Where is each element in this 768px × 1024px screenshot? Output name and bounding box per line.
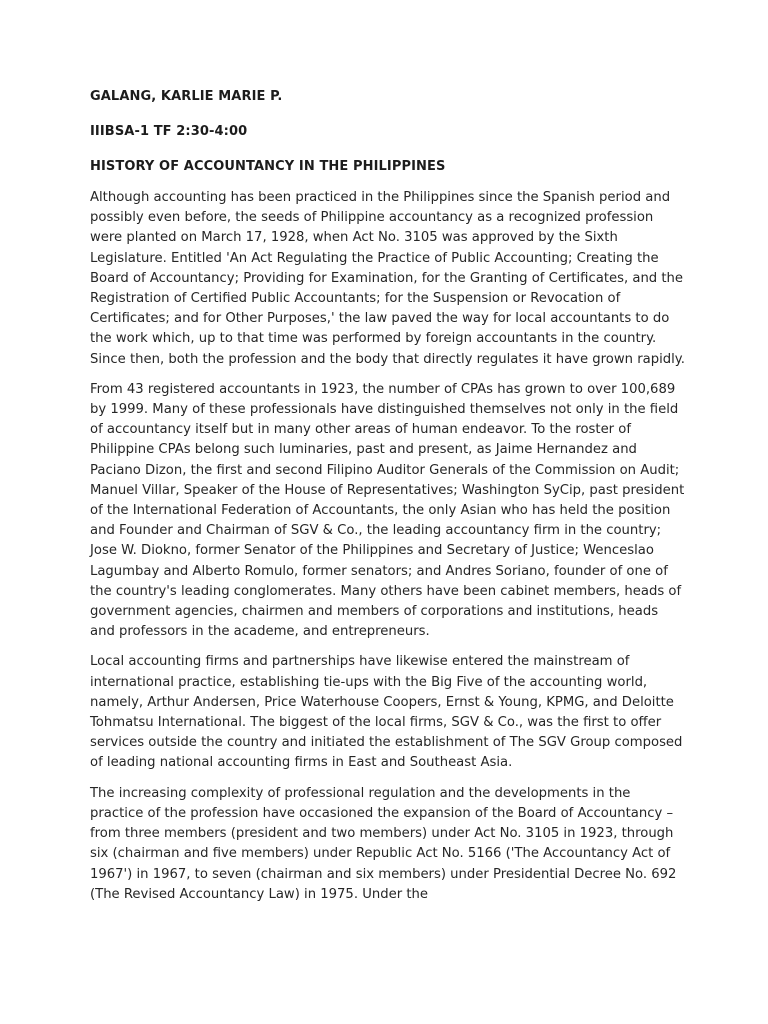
student-name: GALANG, KARLIE MARIE P. [90,89,283,104]
document-title: HISTORY OF ACCOUNTANCY IN THE PHILIPPINES [90,159,446,174]
class-schedule: IIIBSA-1 TF 2:30-4:00 [90,124,248,139]
paragraph-board-expansion: The increasing complexity of professional regulation and the developments in the practice of the profession have occasioned the expansion of the Board of Accountancy – from three members (president and two members) under Act No. 3105 in 1923, through six (chairman and five members) under Republic Act No. 5166 ('The Accountancy Act of 1967') in 1967, to seven (chairman and six members) under Presidential Decree No. 692 (The Revised Accountancy Law) in 1975. Under the [90,785,677,902]
paragraph-act-3105: Although accounting has been practiced in the Philippines since the Spanish period and possibly even before, the seeds of Philippine accountancy as a recognized profession were planted on March 17, 1928, when Act No. 3105 was approved by the Sixth Legislature. Entitled 'An Act Regulating the Practice of Public Accounting; Creating the Board of Accountancy; Providing for Examination, for the Granting of Certificates, and the Registration of Certified Public Accountants; for the Suspension or Revocation of Certificates; and for Other Purposes,' the law paved the way for local accountants to do the work which, up to that time was performed by foreign accountants in the country. Since then, both the profession and the body that directly regulates it have grown rapidly. [90,190,685,367]
document-page [90,88,686,915]
paragraph-cpa-growth: From 43 registered accountants in 1923, the number of CPAs has grown to over 100,689 by 1999. Many of these professionals have distinguished themselves not only in the field of accountancy itself but in many other areas of human endeavor. To the roster of Philippine CPAs belong such luminaries, past and present, as Jaime Hernandez and Paciano Dizon, the first and second Filipino Auditor Generals of the Commission on Audit; Manuel Villar, Speaker of the House of Representatives; Washington SyCip, past president of the International Federation of Accountants, the only Asian who has held the position and Founder and Chairman of SGV & Co., the leading accountancy firm in the country; Jose W. Diokno, former Senator of the Philippines and Secretary of Justice; Wenceslao Lagumbay and Alberto Romulo, former senators; and Andres Soriano, founder of one of the country's leading conglomerates. Many others have been cabinet members, heads of government agencies, chairmen and members of corporations and institutions, heads and professors in the academe, and entrepreneurs. [90,381,685,640]
paragraph-local-firms: Local accounting firms and partnerships have likewise entered the mainstream of international practice, establishing tie-ups with the Big Five of the accounting world, namely, Arthur Andersen, Price Waterhouse Coopers, Ernst & Young, KPMG, and Deloitte Tohmatsu International. The biggest of the local firms, SGV & Co., was the first to offer services outside the country and initiated the establishment of The SGV Group composed of leading national accounting firms in East and Southeast Asia. [90,654,683,771]
